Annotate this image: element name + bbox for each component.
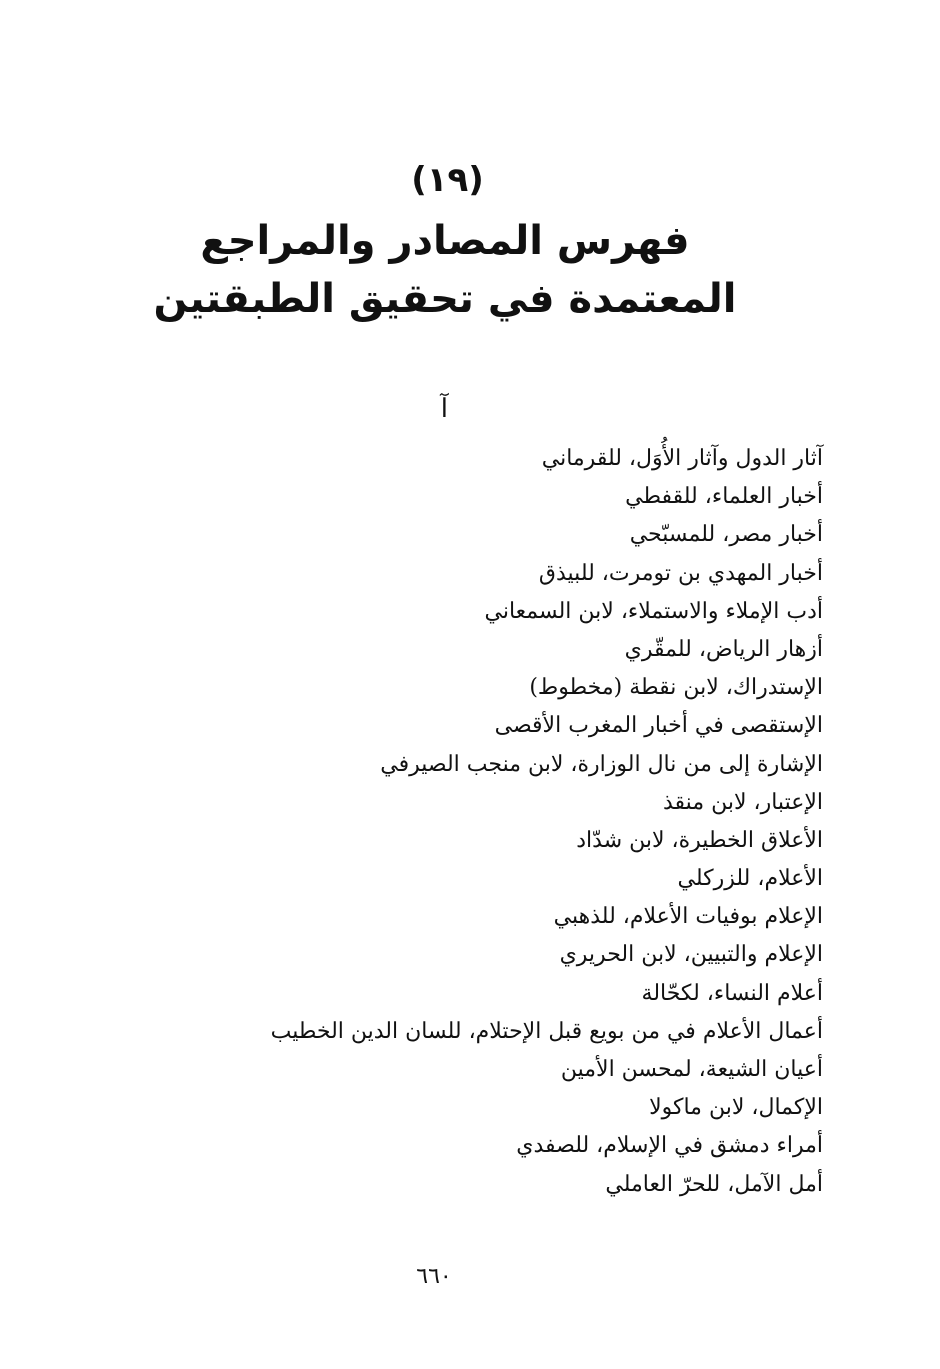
- bibliography-entry: أعيان الشيعة، لمحسن الأمين: [560, 1057, 823, 1082]
- alphabet-letter-heading: آ: [440, 394, 448, 424]
- bibliography-entry: الإشارة إلى من نال الوزارة، لابن منجب الصيرفي: [380, 751, 823, 777]
- bibliography-entry: أعمال الأعلام في من بويع قبل الإحتلام، للسان الدين الخطيب: [270, 1018, 823, 1044]
- bibliography-entry: أزهار الرياض، للمقّري: [624, 636, 823, 662]
- bibliography-entry: آثار الدول وآثار الأُوَل، للقرماني: [541, 446, 823, 471]
- bibliography-entry: أخبار العلماء، للقفطي: [625, 484, 823, 510]
- bibliography-list: [271, 440, 823, 1204]
- section-number: (١٩): [411, 160, 484, 200]
- bibliography-entry: أمل الآمل، للحرّ العاملي: [605, 1171, 823, 1197]
- bibliography-entry: الإعلام بوفيات الأعلام، للذهبي: [553, 904, 823, 930]
- bibliography-entry: أدب الإملاء والاستملاء، لابن السمعاني: [484, 598, 823, 624]
- bibliography-entry: الإعتبار، لابن منقذ: [663, 789, 823, 815]
- bibliography-entry: أعلام النساء، لكحّالة: [641, 980, 823, 1006]
- bibliography-entry: أخبار المهدي بن تومرت، للبيذق: [538, 560, 823, 586]
- bibliography-entry: الإعلام والتبيين، لابن الحريري: [559, 942, 823, 968]
- bibliography-entry: الإكمال، لابن ماكولا: [649, 1095, 823, 1121]
- bibliography-entry: الأعلام، للزركلي: [677, 866, 823, 892]
- page-title-line-1: فهرس المصادر والمراجع: [200, 218, 690, 264]
- bibliography-entry: أخبار مصر، للمسبّحي: [629, 522, 823, 548]
- bibliography-entry: الإستدراك، لابن نقطة (مخطوط): [529, 675, 823, 701]
- bibliography-entry: الأعلاق الخطيرة، لابن شدّاد: [576, 827, 823, 853]
- bibliography-entry: الإستقصى في أخبار المغرب الأقصى: [494, 713, 823, 739]
- page-title-line-2: المعتمدة في تحقيق الطبقتين: [153, 276, 737, 322]
- bibliography-entry: أمراء دمشق في الإسلام، للصفدي: [516, 1133, 823, 1159]
- page-number: ٦٦٠: [416, 1264, 452, 1289]
